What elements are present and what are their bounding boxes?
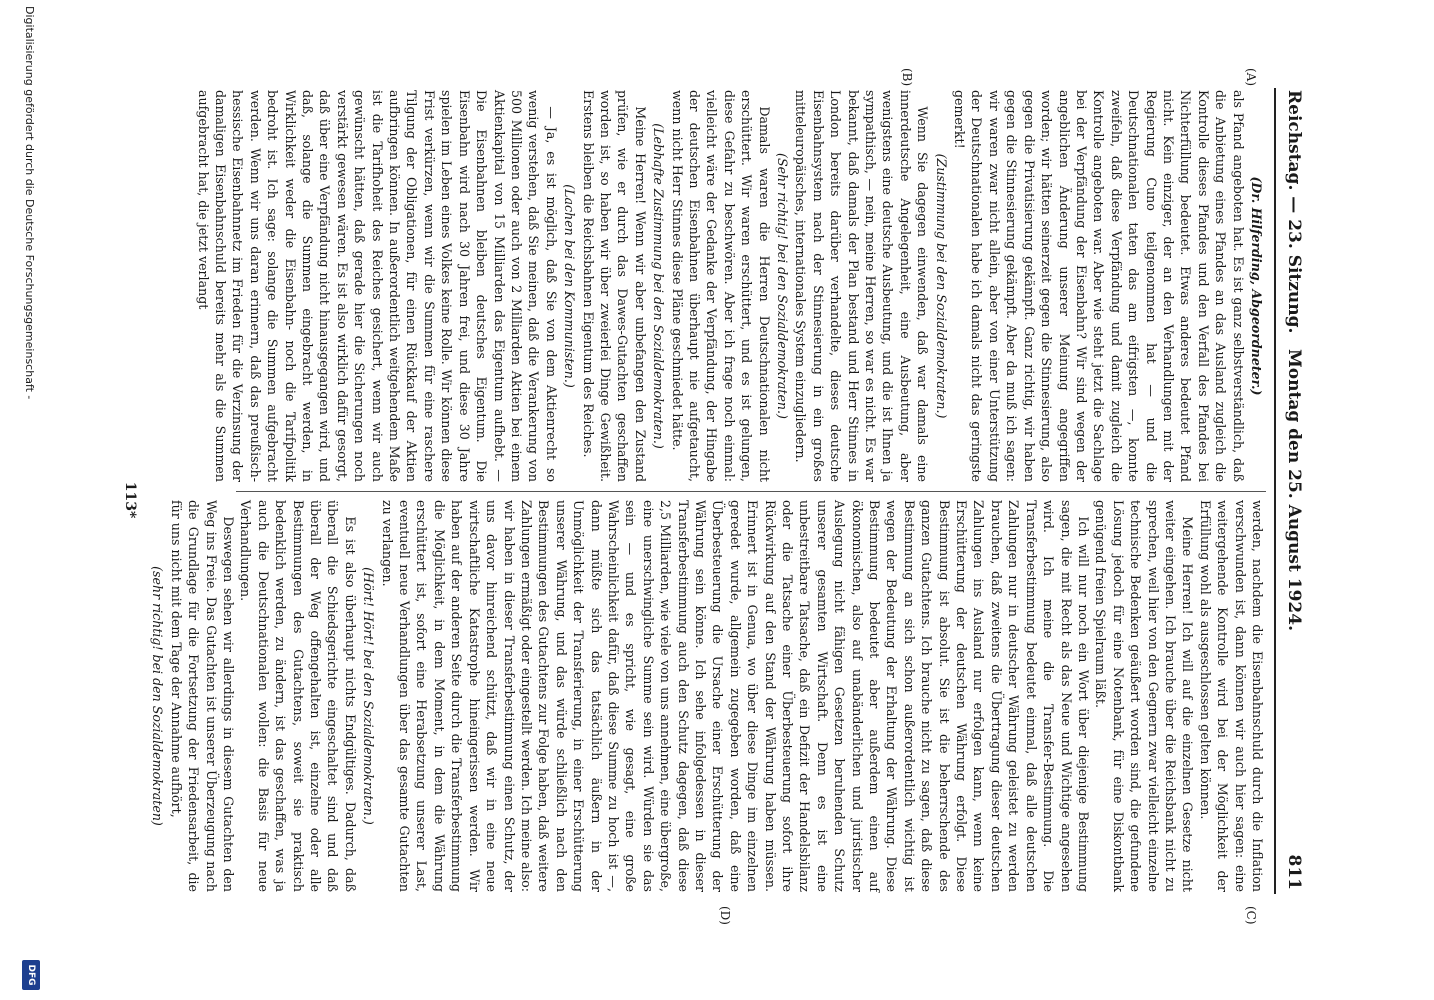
header-right: Montag den 25. August 1924. xyxy=(1284,348,1304,632)
digitization-credit: Digitalisierung gefördert durch die Deutsche Forschungsgemeinschaft - xyxy=(23,6,36,400)
paragraph: werden, nachdem die Eisenbahnschuld durch die Inflation verschwunden ist, dann können wir auch hier sagen: eine weitergehende Kontrolle wird bei der Möglichkeit der Erfüllung wohl als ausgeschlossen gelten können. xyxy=(1197,500,1265,892)
header-left: Reichstag. — 23. Sitzung. xyxy=(1284,90,1304,334)
page-number: 811 xyxy=(1284,854,1304,890)
footer xyxy=(12,0,44,1000)
margin-mark-a: (A) xyxy=(1244,68,1258,87)
right-column xyxy=(120,500,1266,892)
speaker-label: (Dr. Hilferding, Abgeordneter.) xyxy=(1249,176,1264,396)
paragraph: Damals waren die Herren Deutschnationalen nicht erschüttert. Wir waren erschüttert, und es ist gelungen, diese Gefahr zu beschwören. Aber ich frage noch einmal: vielleicht wäre der Gedanke der Verpfändung, der Hingabe der deutschen Eisenbahnen überhaupt nie aufgetaucht, wenn nicht Herr Stinnes diese Pläne geschmiedet hätte. xyxy=(669,90,772,482)
paragraph: — Ja, es ist möglich, daß Sie von dem Aktienrecht so wenig verstehen, daß Sie meinen, daß die Verankerung von 500 Millionen oder auch von 2 Milliarden Aktien bei einem Aktienkapital von 15 Milliarden das Eigentum aufhebt. — Die Eisenbahnen bleiben deutsches Eigentum. Die Eisenbahn wird nach 30 Jahren frei, und diese 30 Jahre spielen im Leben eines Volkes keine Rolle. Wir können diese Frist verkürzen, wenn wir die Summen für eine raschere Tilgung der Obligationen, für einen Rückkauf der Aktien aufbringen können. In außerordentlich weitgehendem Maße ist die Tarifhoheit des Reiches gesichert, wenn wir auch gewünscht hätten, daß gerade hier die Sicherungen noch verstärkt gewesen wären. Es ist also wirklich dafür gesorgt, daß über eine Verpfändung nicht hinausgegangen wird, und daß, solange die Summen eingebracht werden, in Wirklichkeit weder die Eisenbahn- noch die Tarifpolitik bedroht ist. Ich sage: solange die Summen aufgebracht werden. Wenn wir uns daran erinnern, daß das preußisch-hessische Eisenbahnnetz im Frieden für die Verzinsung der damaligen Eisenbahnschuld bereits mehr als die Summen aufgebracht hat, die jetzt verlangt xyxy=(195,90,559,482)
interjection: (Zustimmung bei den Sozialdemokraten.) xyxy=(933,153,949,419)
interjection: (Lachen bei den Kommunisten.) xyxy=(562,184,578,388)
paragraph: Ich will nur noch ein Wort über diejenige Bestimmung sagen, die mit Recht als das Neue und Wichtige angesehen wird. Ich meine die Transfer-Bestimmung. Die Transferbestimmung bedeutet einmal, daß alle deutschen Zahlungen nur in deutscher Währung geleistet zu werden brauchen, daß zweitens die Übertragung dieser deutschen Zahlungen ins Ausland nur erfolgen kann, wenn keine Erschütterung der deutschen Währung erfolgt. Diese Bestimmung ist absolut. Sie ist die beherrschende des ganzen Gutachtens. Ich brauche nicht zu sagen, daß diese Bestimmung an sich schon außerordentlich wichtig ist wegen der Bedeutung der Erhaltung der Währung. Diese Bestimmung bedeutet aber außerdem einen auf ökonomischen, also auf unabänderlichen und juristischer Auslegung nicht fähigen Gesetzen beruhenden Schutz unserer gesamten Wirtschaft. Denn es ist eine unbestreitbare Tatsache, daß ein Defizit der Handelsbilanz oder die Tatsache einer Überbesteuerung sofort ihre Rückwirkung auf den Stand der Währung haben müssen. Erinnert ist in Genua, wo über diese Dinge im einzelnen geredet wurde, allgemein zugegeben worden, daß eine Überbesteuerung die Ursache einer Erschütterung der Währung sein könne. Ich sehe infolgedessen in dieser Transferbestimmung auch den Schutz dagegen, daß diese 2,5 Milliarden, wie viele von uns annehmen, eine übergroße, eine unerschwingliche Summe sein wird. Würden sie das sein — und es spricht, wie gesagt, eine große Wahrscheinlichkeit dafür, daß diese Summe zu hoch ist —, dann müßte sich das tatsächlich äußern in der Unmöglichkeit der Transferierung, in einer Erschütterung unserer Währung, und das würde schließlich nach den Bestimmungen des Gutachtens zur Folge haben, daß weitere Zahlungen ermäßigt oder eingestellt werden. Ich meine also: wir haben in dieser Transferbestimmung einen Schutz, der uns davor hinreichend schützt, daß wir in eine neue wirtschaftliche Katastrophe hineingerissen werden. Wir haben auf der anderen Seite durch die Transferbestimmung die Möglichkeit, in dem Moment, in dem die Währung erschüttert ist, sofort eine Herabsetzung unserer Last, eventuell neue Verhandlungen über das gesamte Gutachten zu verlangen. xyxy=(379,500,1091,892)
interjection: (Hört! Hört! bei den Sozialdemokraten.) xyxy=(361,567,377,825)
paragraph: Es ist also überhaupt nichts Endgültiges. Dadurch, daß überall die Schiedsgerichte eingeschaltet sind und daß überall der Weg offengehalten ist, einzelne oder alle Bestimmungen des Gutachtens, soweit sie praktisch bedenklich werden, zu ändern, ist das geschaffen, was ja auch die Deutschnationalen wollen: die Basis für neue Verhandlungen. xyxy=(238,500,358,892)
paragraph: als Pfand angeboten hat. Es ist ganz selbstverständlich, daß die Anbietung eines Pfandes an das Ausland zugleich die Kontrolle dieses Pfandes und den Verfall des Pfandes bei Nichterfüllung bedeutet. Etwas anderes bedeutet Pfand nicht. Kein einziger, der an den Verhandlungen mit der Regierung Cuno teilgenommen hat — und die Deutschnationalen taten das am eifrigsten —, konnte zweifeln, daß diese Verpfändung und damit zugleich die Kontrolle angeboten war. Aber wie steht jetzt die Sachlage bei der Verpfändung der Eisenbahn? Wir sind wegen der angeblichen Änderung unserer Meinung angegriffen worden; wir hätten seinerzeit gegen die Stinnesierung, also gegen die Privatisierung gekämpft. Ganz richtig, wir haben gegen die Stinnesierung gekämpft. Aber da muß ich sagen: wir waren zwar nicht allein, aber von einer Unterstützung der Deutschnationalen habe ich damals nicht das geringste gemerkt! xyxy=(952,90,1246,482)
dfg-logo: DFG xyxy=(22,960,40,990)
margin-mark-d: (D) xyxy=(718,906,732,925)
running-head xyxy=(1278,90,1304,890)
interjection: (sehr richtig! bei den Sozialdemokraten) xyxy=(150,566,166,826)
paragraph: Meine Herren! Ich will auf die einzelnen Gesetze nicht weiter eingehen. Ich brauche über die Reichsbank nicht zu sprechen, weil hier von den Gegnern zwar vielleicht einzelne technische Bedenken geäußert worden sind, die gefundene Lösung jedoch für eine Notenbank, für eine Diskontbank genügend freien Spielraum läßt. xyxy=(1093,500,1196,892)
interjection: (Sehr richtig! bei den Sozialdemokraten.) xyxy=(775,153,791,419)
paragraph: Wenn Sie dagegen einwenden, daß war damals eine innerdeutsche Angelegenheit, eine Ausbeutung, aber wenigstens eine deutsche Ausbeutung, und die ist Ihnen ja sympathisch, — nein, meine Herren, so war es nicht. Es war bekannt, daß damals der Plan bestand und Herr Stinnes in London bereits darüber verhandelte, dieses deutsche Eisenbahnsystem nach der Stinnesierung in ein großes mitteleuropäisches, internationales System einzugliedern. xyxy=(793,90,931,482)
margin-mark-b: (B) xyxy=(900,68,914,87)
margin-mark-c: (C) xyxy=(1244,906,1258,925)
interjection: (Lebhafte Zustimmung bei den Sozialdemokraten.) xyxy=(651,123,667,449)
header-rule xyxy=(1274,88,1276,894)
column-divider xyxy=(236,491,1266,492)
paragraph: Meine Herren! Wenn wir aber unbefangen den Zustand prüfen, wie er durch das Dawes-Gutachten geschaffen worden ist, so haben wir über zweierlei Dinge Gewißheit. Erstens bleiben die Reichsbahnen Eigentum des Reiches. xyxy=(580,90,648,482)
left-column xyxy=(120,90,1266,482)
sheet-signature: 113* xyxy=(122,481,138,519)
paragraph: Deswegen sehen wir allerdings in diesem Gutachten den Weg ins Freie. Das Gutachten ist unserer Überzeugung nach die Grundlage für die Fortsetzung der Friedensarbeit, die für uns nicht mit dem Tage der Annahme aufhört, xyxy=(168,500,237,892)
